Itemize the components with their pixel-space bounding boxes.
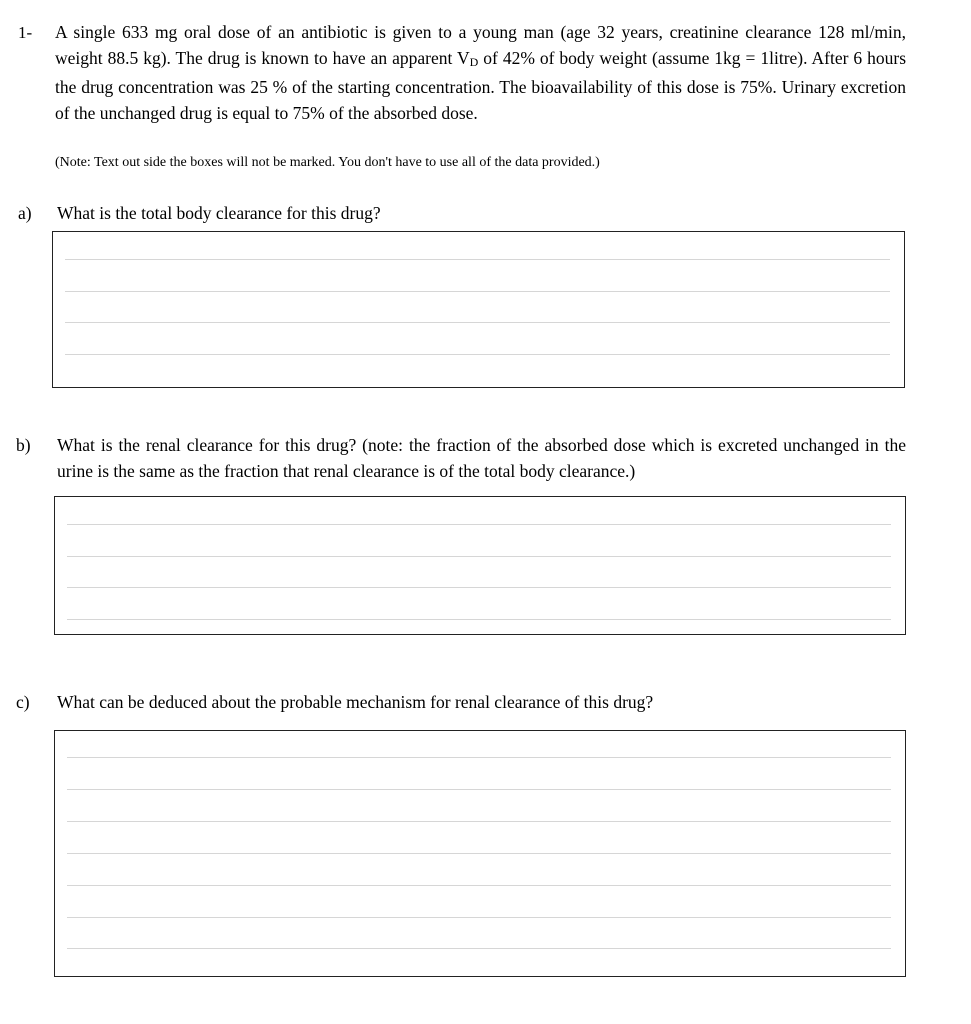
answer-rule (65, 354, 890, 355)
answer-rule (67, 917, 891, 918)
answer-rule (65, 322, 890, 323)
question-note: (Note: Text out side the boxes will not be marked. You don't have to use all of the data provided.) (55, 155, 600, 170)
answer-rule (67, 619, 891, 620)
question-stem (55, 20, 906, 126)
part-a-answer-box[interactable] (52, 231, 905, 388)
answer-rule (65, 291, 890, 292)
answer-rule (67, 587, 891, 588)
answer-rule (67, 757, 891, 758)
part-a-question: What is the total body clearance for this drug? (57, 203, 381, 223)
question-number: 1- (18, 23, 33, 42)
part-c-answer-box[interactable] (54, 730, 906, 977)
answer-rule (67, 556, 891, 557)
answer-rule (67, 789, 891, 790)
part-c-question: What can be deduced about the probable mechanism for renal clearance of this drug? (57, 692, 654, 712)
part-b-label: b) (16, 435, 31, 455)
question-stem-text-1: A single 633 mg oral dose of an antibiotic is given to a young man (age 32 years, creatinine clearance 128 ml/min, weight 88.5 kg). The drug is known to have an apparent V (55, 22, 906, 68)
answer-rule (65, 259, 890, 260)
answer-rule (67, 821, 891, 822)
question-stem-text-2: of 42% of body weight (assume 1kg = 1litre). After 6 hours the drug concentration was 25 % of the starting concentration. The bioavailability of this dose is 75%. Urinary excretion of the unchanged drug is equal to 75% of the absorbed dose. (55, 47, 907, 123)
part-b-question: What is the renal clearance for this drug? (note: the fraction of the absorbed dose which is excreted unchanged in the urine is the same as the fraction that renal clearance is of the total body clearance.) (57, 435, 906, 481)
answer-rule (67, 524, 891, 525)
answer-rule (67, 885, 891, 886)
part-a-label: a) (18, 203, 32, 223)
part-c-label: c) (16, 692, 30, 712)
answer-rule (67, 853, 891, 854)
answer-rule (67, 948, 891, 949)
part-b-answer-box[interactable] (54, 496, 906, 635)
vd-subscript: D (469, 54, 479, 69)
